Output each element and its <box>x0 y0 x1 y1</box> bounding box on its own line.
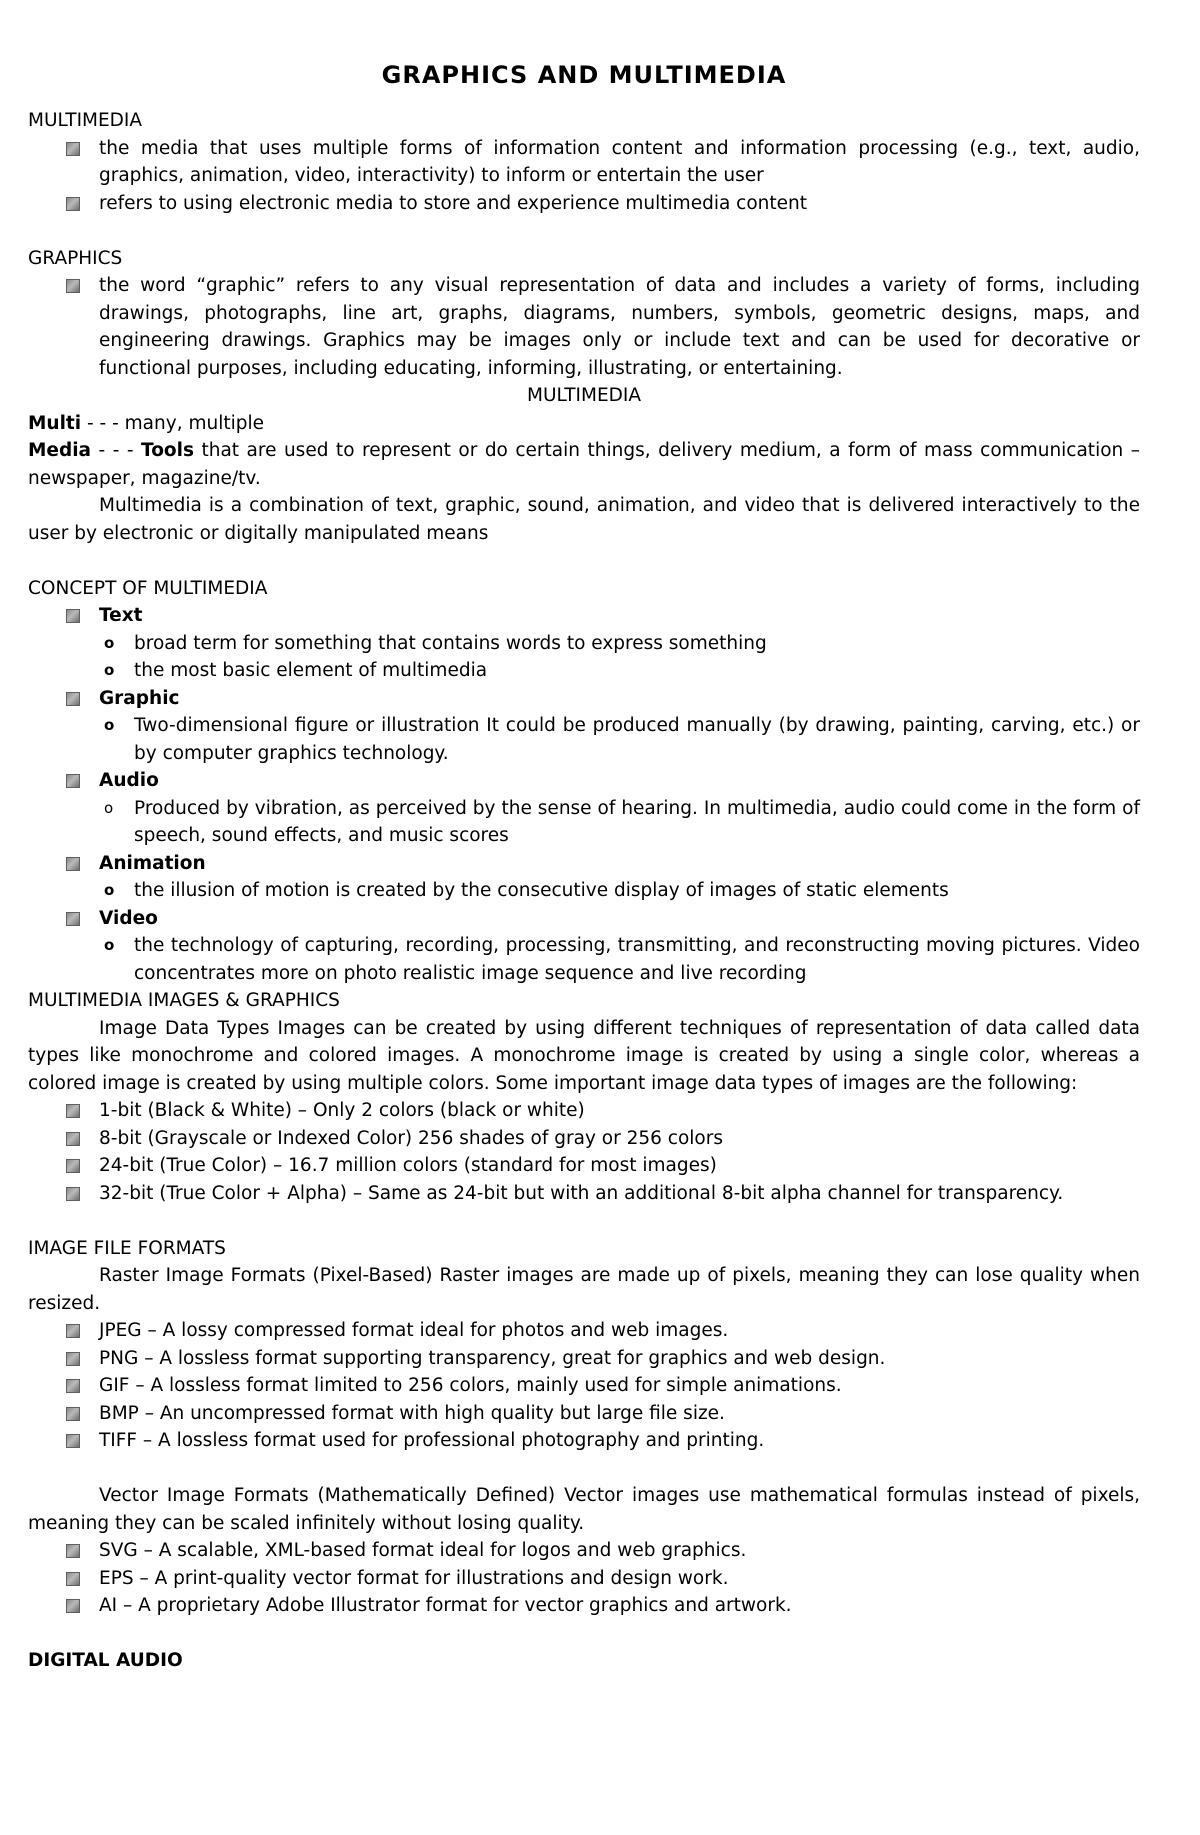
sub-list-item: o the most basic element of multimedia <box>28 657 1140 685</box>
raster-formats-list <box>28 1317 1140 1455</box>
circle-bullet-icon: o <box>104 798 114 817</box>
concept-item-text: Text <box>28 602 1140 630</box>
list-item: SVG – A scalable, XML-based format ideal for logos and web graphics. <box>28 1537 1140 1565</box>
document-title: GRAPHICS AND MULTIMEDIA <box>381 61 787 89</box>
list-item: the media that uses multiple forms of information content and information processing (e.g., text, audio, graphics, animation, video, interactivity) to inform or entertain the user <box>28 135 1140 190</box>
square-bullet-icon <box>66 1352 80 1366</box>
list-item: BMP – An uncompressed format with high quality but large file size. <box>28 1400 1140 1428</box>
multi-definition: Multi - - - many, multiple <box>28 412 264 434</box>
concept-item-animation: Animation <box>28 850 1140 878</box>
concept-item-video: Video <box>28 905 1140 933</box>
sub-list-item: o Produced by vibration, as perceived by the sense of hearing. In multimedia, audio could come in the form of speech, sound effects, and music scores <box>28 795 1140 850</box>
square-bullet-icon <box>66 142 80 156</box>
section-heading-graphics: GRAPHICS <box>28 247 123 269</box>
square-bullet-icon <box>66 774 80 788</box>
list-item: GIF – A lossless format limited to 256 colors, mainly used for simple animations. <box>28 1372 1140 1400</box>
sub-list-item: o broad term for something that contains words to express something <box>28 630 1140 658</box>
section-heading-images: MULTIMEDIA IMAGES & GRAPHICS <box>28 990 340 1011</box>
circle-bullet-icon: o <box>104 881 115 899</box>
square-bullet-icon <box>66 1544 80 1558</box>
square-bullet-icon <box>66 692 80 706</box>
circle-bullet-icon: o <box>104 633 115 652</box>
square-bullet-icon <box>66 912 80 926</box>
multimedia-bullet-list <box>28 135 1140 218</box>
square-bullet-icon <box>66 1379 80 1393</box>
list-item: 8-bit (Grayscale or Indexed Color) 256 shades of gray or 256 colors <box>28 1125 1140 1153</box>
list-item: EPS – A print-quality vector format for illustrations and design work. <box>28 1565 1140 1593</box>
square-bullet-icon <box>66 857 80 871</box>
graphics-bullet-list <box>28 272 1140 382</box>
square-bullet-icon <box>66 197 80 211</box>
media-definition: Media - - - Tools that are used to represent or do certain things, delivery medium, a form of mass communication – newspaper, magazine/tv. <box>28 440 1140 489</box>
square-bullet-icon <box>66 1434 80 1448</box>
list-item: TIFF – A lossless format used for professional photography and printing. <box>28 1427 1140 1455</box>
vector-formats-list <box>28 1537 1140 1620</box>
list-item: PNG – A lossless format supporting transparency, great for graphics and web design. <box>28 1345 1140 1373</box>
list-item: 24-bit (True Color) – 16.7 million colors (standard for most images) <box>28 1152 1140 1180</box>
raster-paragraph: Raster Image Formats (Pixel-Based) Raster images are made up of pixels, meaning they can lose quality when resized. <box>28 1265 1140 1314</box>
circle-bullet-icon: o <box>104 936 115 954</box>
vector-paragraph: Vector Image Formats (Mathematically Defined) Vector images use mathematical formulas instead of pixels, meaning they can be scaled infinitely without losing quality. <box>28 1485 1140 1534</box>
section-heading-digital-audio: DIGITAL AUDIO <box>28 1650 183 1671</box>
square-bullet-icon <box>66 1159 80 1173</box>
list-item: 32-bit (True Color + Alpha) – Same as 24-bit but with an additional 8-bit alpha channel for transparency. <box>28 1180 1140 1208</box>
concept-item-graphic: Graphic <box>28 685 1140 713</box>
sub-list-item: o the technology of capturing, recording, processing, transmitting, and reconstructing moving pictures. Video concentrates more on photo realistic image sequence and live recording <box>28 932 1140 987</box>
square-bullet-icon <box>66 1132 80 1146</box>
section-heading-formats: IMAGE FILE FORMATS <box>28 1237 226 1259</box>
list-item: refers to using electronic media to store and experience multimedia content <box>28 190 1140 218</box>
list-item: the word “graphic” refers to any visual representation of data and includes a variety of forms, including drawings, photographs, line art, graphs, diagrams, numbers, symbols, geometric designs, maps, and engineering drawings. Graphics may be images only or include text and can be used for decorative or functional purposes, including educating, informing, illustrating, or entertaining. <box>28 272 1140 382</box>
section-heading-multimedia: MULTIMEDIA <box>28 110 143 131</box>
square-bullet-icon <box>66 1324 80 1338</box>
list-item: AI – A proprietary Adobe Illustrator format for vector graphics and artwork. <box>28 1592 1140 1620</box>
section-heading-concept: CONCEPT OF MULTIMEDIA <box>28 577 268 599</box>
circle-bullet-icon: o <box>104 661 115 679</box>
list-item: JPEG – A lossy compressed format ideal for photos and web images. <box>28 1317 1140 1345</box>
concept-item-audio: Audio <box>28 767 1140 795</box>
square-bullet-icon <box>66 1104 80 1118</box>
square-bullet-icon <box>66 1407 80 1421</box>
square-bullet-icon <box>66 1599 80 1613</box>
square-bullet-icon <box>66 1572 80 1586</box>
square-bullet-icon <box>66 279 80 293</box>
multimedia-paragraph: Multimedia is a combination of text, graphic, sound, animation, and video that is delivered interactively to the user by electronic or digitally manipulated means <box>28 495 1140 544</box>
sub-list-item: o the illusion of motion is created by the consecutive display of images of static elements <box>28 877 1140 905</box>
square-bullet-icon <box>66 1187 80 1201</box>
sub-list-item: o Two-dimensional figure or illustration It could be produced manually (by drawing, painting, carving, etc.) or by computer graphics technology. <box>28 712 1140 767</box>
square-bullet-icon <box>66 609 80 623</box>
image-data-types-list <box>28 1097 1140 1207</box>
concept-list <box>28 602 1140 987</box>
multimedia-definition-heading: MULTIMEDIA <box>526 385 642 406</box>
images-paragraph: Image Data Types Images can be created by using different techniques of representation of data called data types like monochrome and colored images. A monochrome image is created by using a single color, whereas a colored image is created by using multiple colors. Some important image data types of images are the following: <box>28 1017 1140 1094</box>
list-item: 1-bit (Black & White) – Only 2 colors (black or white) <box>28 1097 1140 1125</box>
circle-bullet-icon: o <box>104 716 115 734</box>
